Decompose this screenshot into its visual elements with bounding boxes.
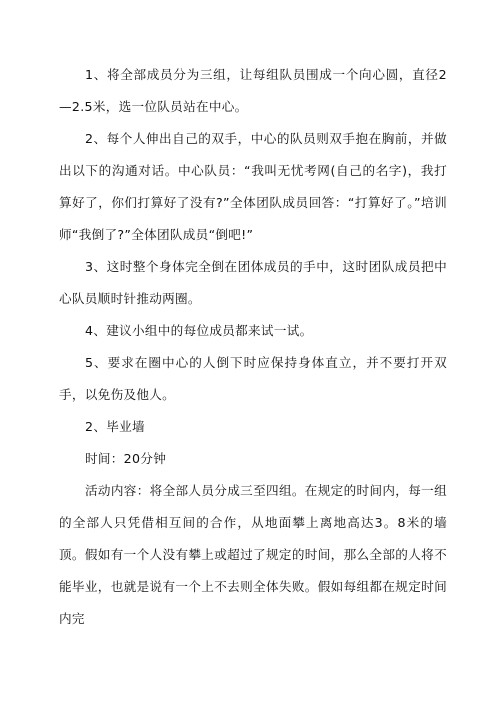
paragraph-step-2: 2、每个人伸出自己的双手，中心的队员则双手抱在胸前，并做出以下的沟通对话。中心队员：“我叫无忧考网(自己的名字)，我打算好了，你们打算好了没有?”全体团队成员回答：“打算好了。”培训师“我倒了?”全体团队成员“倒吧!” [59, 131, 447, 242]
paragraph-step-3: 3、这时整个身体完全倒在团体成员的手中，这时团队成员把中心队员顺时针推动两圈。 [59, 259, 447, 306]
paragraph-time: 时间：20分钟 [85, 451, 167, 466]
paragraph-step-1: 1、将全部成员分为三组，让每组队员围成一个向心圆，直径2—2.5米，选一位队员站在中心。 [59, 67, 447, 114]
document-body [59, 59, 447, 635]
section-heading-graduation-wall: 2、毕业墙 [85, 419, 145, 434]
paragraph-activity-content: 活动内容：将全部人员分成三至四组。在规定的时间内，每一组的全部人只凭借相互间的合作，从地面攀上离地高达3。8米的墙顶。假如有一个人没有攀上或超过了规定的时间，那么全部的人将不能毕业，也就是说有一个上不去则全体失败。假如每组都在规定时间内完 [59, 483, 447, 626]
paragraph-step-5: 5、要求在圈中心的人倒下时应保持身体直立，并不要打开双手，以免伤及他人。 [59, 355, 447, 402]
paragraph-step-4: 4、建议小组中的每位成员都来试一试。 [85, 323, 313, 338]
